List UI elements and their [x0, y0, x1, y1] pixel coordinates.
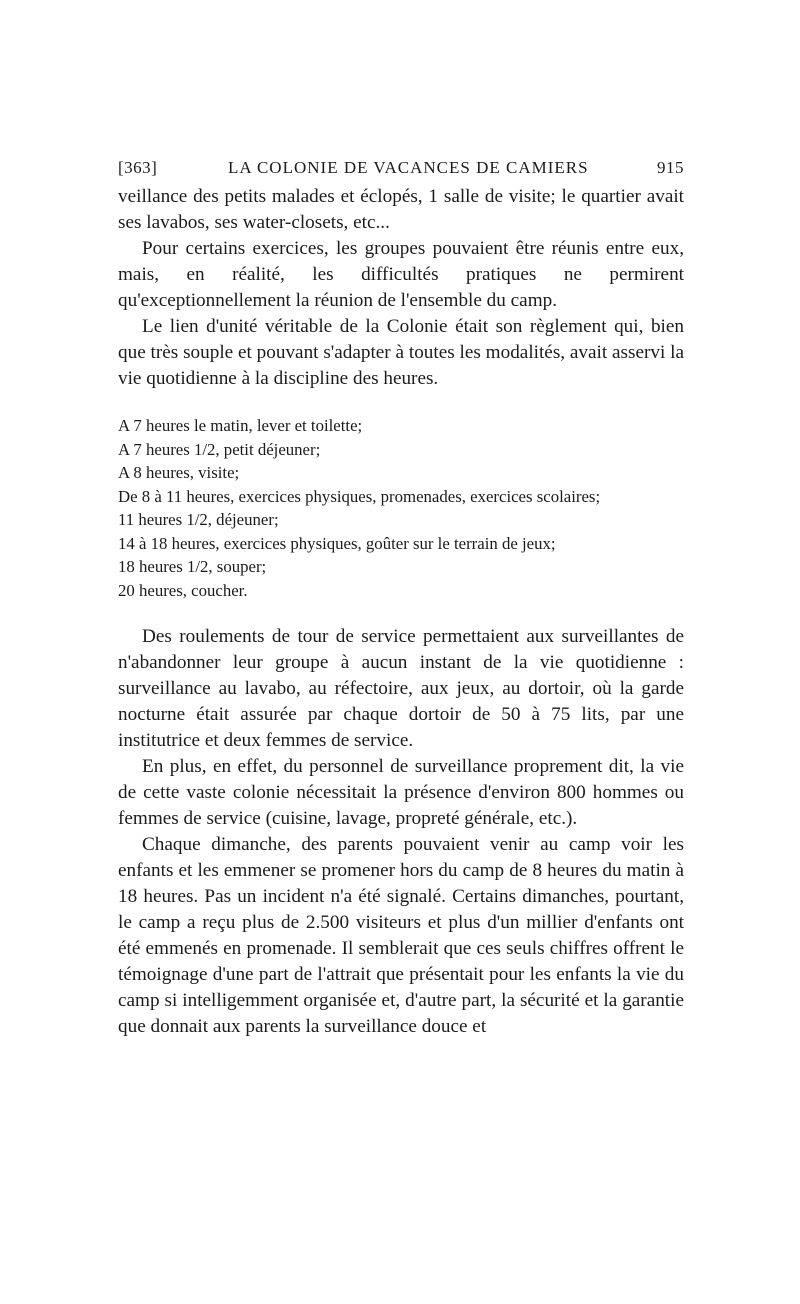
page-number: 915: [657, 158, 684, 177]
schedule-item: 20 heures, coucher.: [118, 580, 248, 600]
paragraph-dimanche: Chaque dimanche, des parents pouvaient venir au camp voir les enfants et les emmener se promener hors du camp de 8 heures du matin à 18 heures. Pas un incident n'a été signalé. Certains dimanches, pourtant, le camp a reçu plus de 2.500 visiteurs et plus d'un millier d'enfants ont été emmenés en promenade. Il semblerait que ces seuls chiffres offrent le témoignage d'une part de l'attrait que présentait pour les enfants la vie du camp si intelligemment organisée et, d'autre part, la sécurité et la garantie que donnait aux parents la surveillance douce et: [118, 834, 684, 1037]
paragraph-continued: veillance des petits malades et éclopés, 1 salle de visite; le quartier avait ses lavabos, ses water-closets, etc...: [118, 186, 684, 233]
paragraph-personnel: En plus, en effet, du personnel de surveillance proprement dit, la vie de cette vaste colonie nécessitait la présence d'environ 800 hommes ou femmes de service (cuisine, lavage, propreté générale, etc.).: [118, 756, 684, 829]
schedule-item: A 7 heures le matin, lever et toilette;: [118, 416, 363, 435]
section-reference: [363]: [118, 158, 158, 177]
running-title: LA COLONIE DE VACANCES DE CAMIERS: [228, 158, 589, 177]
paragraph-exercises: Pour certains exercices, les groupes pouvaient être réunis entre eux, mais, en réalité, les difficultés pratiques ne permirent qu'exceptionnellement la réunion de l'ensemble du camp.: [118, 238, 684, 311]
spacer: [118, 602, 684, 624]
page: [118, 150, 684, 1040]
schedule-item: 14 à 18 heures, exercices physiques, goûter sur le terrain de jeux;: [118, 533, 556, 553]
schedule-item: 11 heures 1/2, déjeuner;: [118, 510, 279, 529]
running-head: [118, 150, 684, 184]
schedule-item: A 8 heures, visite;: [118, 463, 240, 482]
schedule-item: 18 heures 1/2, souper;: [118, 557, 267, 576]
paragraph-reglement: Le lien d'unité véritable de la Colonie était son règlement qui, bien que très souple et pouvant s'adapter à toutes les modalités, avait asservi la vie quotidienne à la discipline des heures.: [118, 316, 684, 389]
daily-schedule: [118, 414, 684, 602]
schedule-item: A 7 heures 1/2, petit déjeuner;: [118, 439, 321, 459]
schedule-item: De 8 à 11 heures, exercices physiques, promenades, exercices scolaires;: [118, 486, 601, 506]
paragraph-roulements: Des roulements de tour de service permettaient aux surveillantes de n'abandonner leur groupe à aucun instant de la vie quotidienne : surveillance au lavabo, au réfectoire, aux jeux, au dortoir, où la garde nocturne était assurée par chaque dortoir de 50 à 75 lits, par une institutrice et deux femmes de service.: [118, 626, 684, 751]
